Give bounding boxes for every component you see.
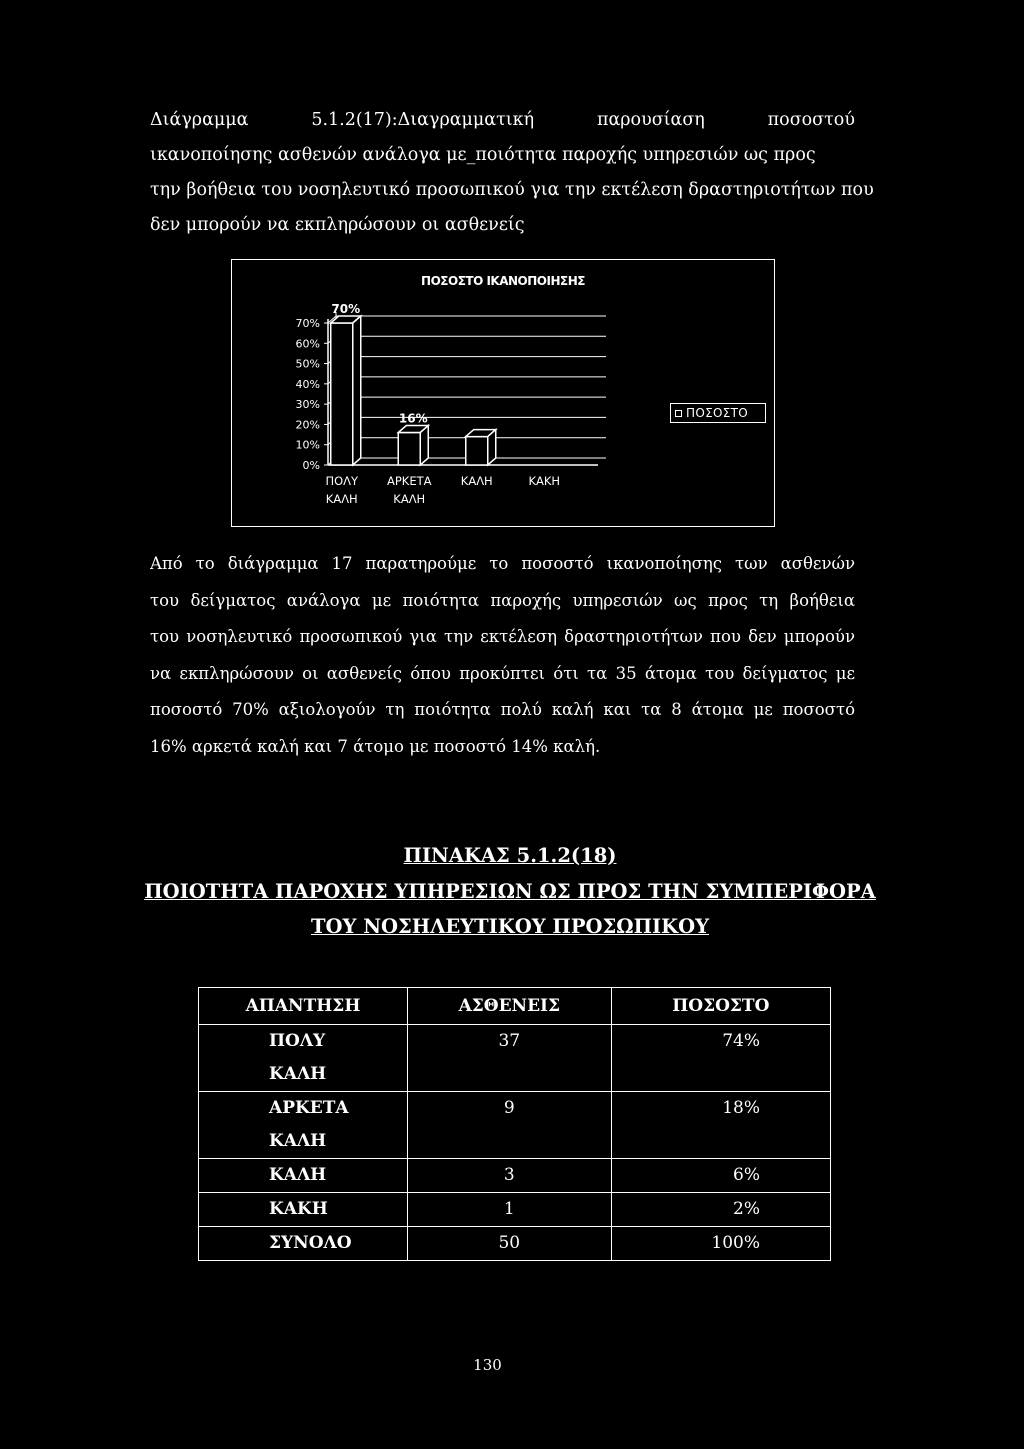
cell-percent: 2% [611,1193,830,1227]
cell-response-line: ΑΡΚΕΤΑ [269,1098,349,1118]
table-title-line-2: ΤΟΥ ΝΟΣΗΛΕΥΤΙΚΟΥ ΠΡΟΣΩΠΙΚΟΥ [310,915,710,938]
header-patients: ΑΣΘΕΝΕΙΣ [408,988,612,1025]
y-tick-label: 20% [295,418,320,432]
cell-response-line: ΠΟΛΥ [269,1031,326,1051]
table-row [199,1193,831,1227]
header-response: ΑΠΑΝΤΗΣΗ [199,988,408,1025]
cell-percent: 74% [611,1025,830,1092]
analysis-line: ποσοστό 70% αξιολογούν τη ποιότητα πολύ καλή και τα 8 άτομα με ποσοστό [150,700,855,719]
x-tick-label: ΚΑΛΗ [460,474,493,488]
analysis-line: του δείγματος ανάλογα με ποιότητα παροχής υπηρεσιών ως προς τη βοήθεια [150,590,855,610]
cell-patients: 37 [408,1025,612,1092]
y-tick-label: 50% [295,357,320,371]
caption-line-4: δεν μπορούν να εκπληρώσουν οι ασθενείς [150,215,525,235]
x-tick-label: ΠΟΛΥ [325,474,359,488]
data-label: 16% [398,411,428,426]
caption-line-1 [150,103,855,138]
caption-number-word [311,103,534,138]
y-tick-label: 30% [295,398,320,412]
caption-label: Διάγραμμα [150,110,249,130]
table-title-line-1: ΠΟΙΟΤΗΤΑ ΠΑΡΟΧΗΣ ΥΠΗΡΕΣΙΩΝ ΩΣ ΠΡΟΣ ΤΗΝ ΣΥΜΠΕΡΙΦΟΡΑ [144,880,876,903]
cell-percent: 100% [611,1227,830,1261]
cell-response [199,1025,408,1092]
caption-line-2: ικανοποίησης ασθενών ανάλογα με_ποιότητα παροχής υπηρεσιών ως προς [150,145,816,165]
cell-patients: 3 [408,1159,612,1193]
data-table [198,987,831,1261]
y-tick-label: 60% [295,337,320,351]
table-row [199,1227,831,1261]
table-row [199,1025,831,1092]
header-percent: ΠΟΣΟΣΤΟ [611,988,830,1025]
bar-side [420,426,428,465]
data-label: 70% [331,302,361,316]
cell-response-line: ΚΑΛΗ [269,1131,327,1151]
bar [466,437,488,465]
figure-caption [150,103,874,243]
analysis-line: Από το διάγραμμα 17 παρατηρούμε το ποσοστό ικανοποίησης των ασθενών [150,554,855,573]
caption-word-1: Διαγραμματική [397,110,535,130]
x-tick-label: ΑΡΚΕΤΑ [386,474,432,488]
y-tick-label: 0% [302,459,320,472]
cell-patients: 9 [408,1092,612,1159]
x-tick-label: ΚΑΚΗ [528,474,561,488]
cell-response: ΚΑΚΗ [199,1193,408,1227]
caption-word-3: ποσοστού [767,110,855,130]
x-tick-label: ΚΑΛΗ [393,492,426,506]
legend-swatch [675,410,682,417]
y-tick-label: 70% [295,317,320,330]
cell-response: ΣΥΝΟΛΟ [199,1227,408,1261]
chart-container [231,259,775,527]
cell-percent: 6% [611,1159,830,1193]
table-label: ΠΙΝΑΚΑΣ 5.1.2(18) [403,844,617,867]
bar-side [488,430,496,465]
analysis-line: του νοσηλευτικό προσωπικού για την εκτέλεση δραστηριοτήτων που δεν μπορούν [150,627,855,646]
analysis-line: να εκπληρώσουν οι ασθενείς όπου προκύπτει ότι τα 35 άτομα του δείγματος με [150,663,855,683]
legend-label: ΠΟΣΟΣΤΟ [686,406,748,420]
caption-number: 5.1.2(17): [311,110,398,130]
table-row [199,1159,831,1193]
caption-word-2: παρουσίαση [596,110,705,130]
table-row [199,1092,831,1159]
cell-percent: 18% [611,1092,830,1159]
cell-patients: 1 [408,1193,612,1227]
bar-side [353,316,361,465]
chart-legend [670,403,766,423]
bar [398,433,420,465]
chart-title: ΠΟΣΟΣΤΟ ΙΚΑΝΟΠΟΙΗΣΗΣ [421,274,585,288]
bar-chart [232,260,776,528]
cell-patients: 50 [408,1227,612,1261]
bar [331,323,353,465]
cell-response: ΚΑΛΗ [199,1159,408,1193]
cell-response-line: ΚΑΛΗ [269,1064,327,1084]
cell-response [199,1092,408,1159]
table-header-row [199,988,831,1025]
x-tick-label: ΚΑΛΗ [325,492,358,506]
analysis-paragraph [150,546,855,765]
y-tick-label: 10% [295,438,320,452]
analysis-line: 16% αρκετά καλή και 7 άτομο με ποσοστό 14% καλή. [150,736,601,756]
caption-line-3: την βοήθεια του νοσηλευτικό προσωπικού για την εκτέλεση δραστηριοτήτων που [150,180,874,200]
page-number: 130 [473,1356,502,1374]
y-tick-label: 40% [295,377,320,391]
